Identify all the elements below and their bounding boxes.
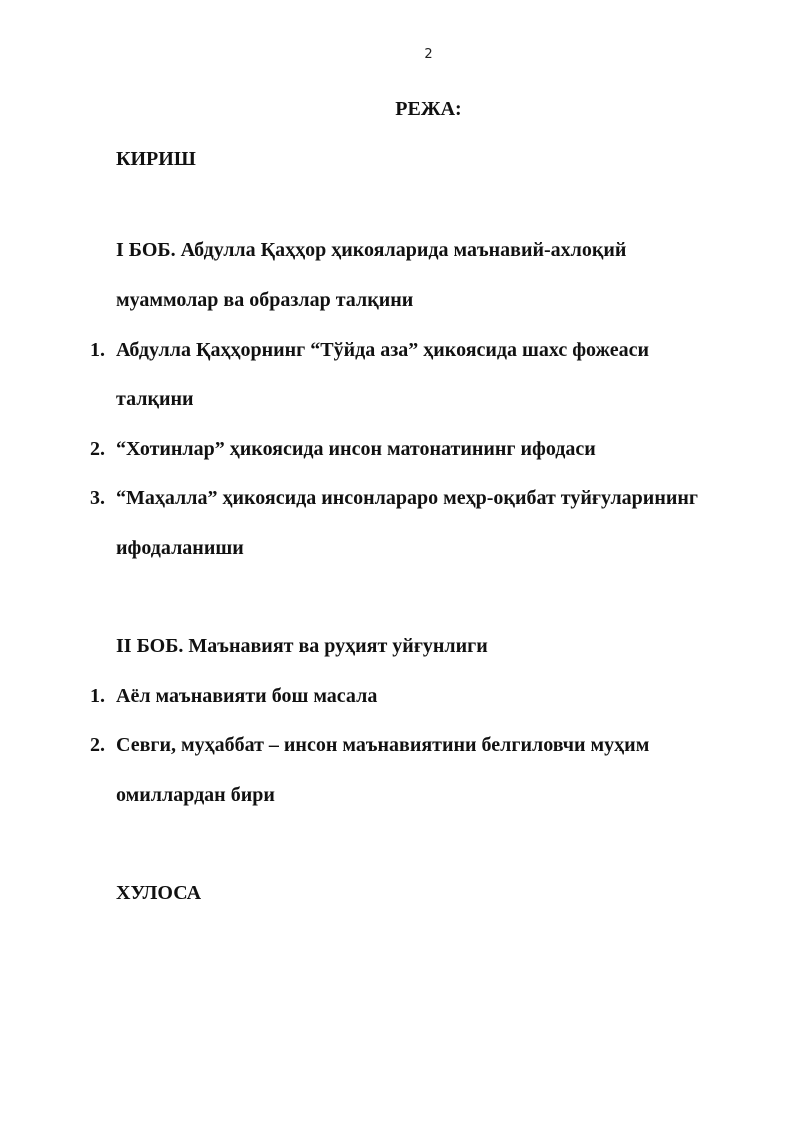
chapter-1-item-2-number: 2. (90, 438, 105, 460)
page-number: 2 (424, 47, 433, 62)
chapter-1-item-1-line-1: Абдулла Қаҳҳорнинг “Тўйда аза” ҳикоясида шахс фожеаси (116, 339, 650, 361)
chapter-1-heading-line-2: муаммолар ва образлар талқини (116, 289, 414, 311)
plan-title: РЕЖА: (395, 98, 462, 120)
chapter-2-item-1-number: 1. (90, 685, 105, 707)
chapter-1-item-1-line-2: талқини (116, 388, 194, 410)
chapter-1-item-3-line-1: “Маҳалла” ҳикоясида инсонлараро меҳр-оқибат туйғуларининг (116, 487, 698, 509)
chapter-2-heading: II БОБ. Маънавият ва руҳият уйғунлиги (116, 635, 488, 657)
chapter-1-heading-line-1: I БОБ. Абдулла Қаҳҳор ҳикояларида маънавий-ахлоқий (116, 239, 627, 261)
chapter-2-item-2-line-1: Севги, муҳаббат – инсон маънавиятини белгиловчи муҳим (116, 734, 650, 756)
intro-heading: КИРИШ (116, 148, 196, 170)
chapter-1-item-1-number: 1. (90, 339, 105, 361)
chapter-1-item-3-line-2: ифодаланиши (116, 537, 244, 559)
chapter-2-item-1-line-1: Аёл маънавияти бош масала (116, 685, 378, 707)
chapter-2-item-2-line-2: омиллардан бири (116, 784, 275, 806)
chapter-1-item-2-line-1: “Хотинлар” ҳикоясида инсон матонатининг ифодаси (116, 438, 596, 460)
conclusion-heading: ХУЛОСА (116, 882, 202, 904)
chapter-2-item-2-number: 2. (90, 734, 105, 756)
chapter-1-item-3-number: 3. (90, 487, 105, 509)
